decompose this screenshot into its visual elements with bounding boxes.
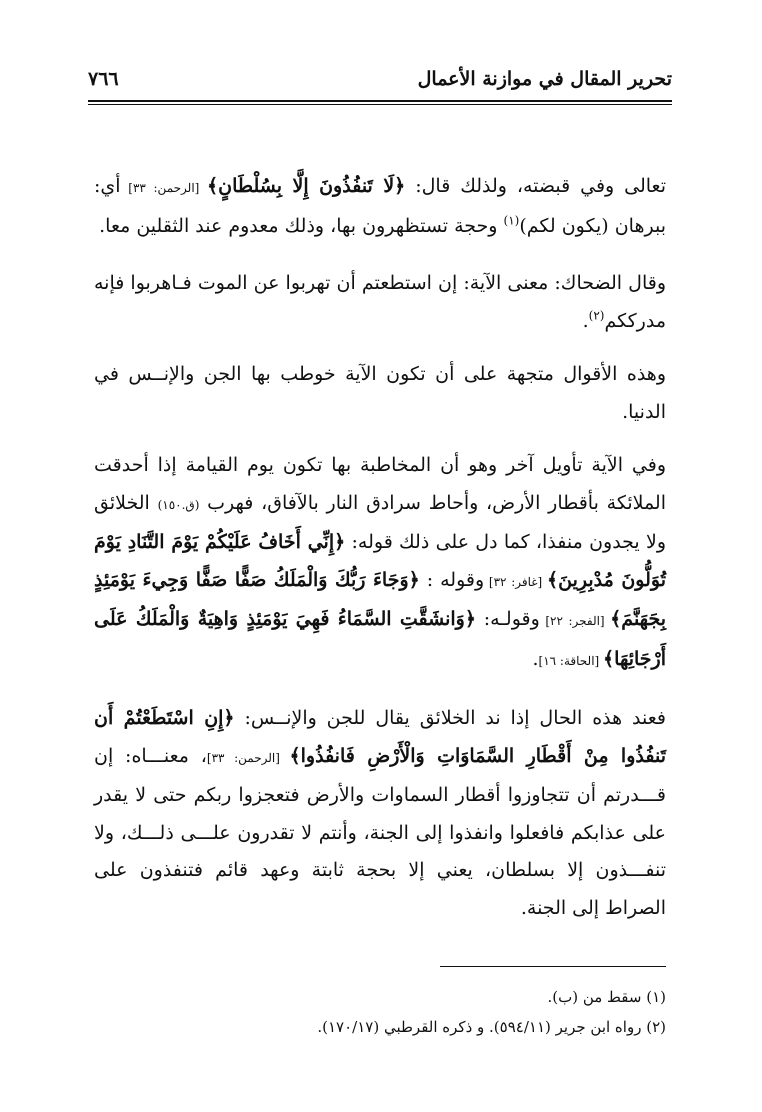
footnote-separator xyxy=(440,966,666,967)
verse-reference: [الفجر: ٢٢] xyxy=(539,614,611,628)
footnote-marker: (٢) xyxy=(588,308,605,323)
page-number: ٧٦٦ xyxy=(88,68,119,90)
footnotes xyxy=(94,982,666,1042)
paragraph-5: فعند هذه الحال إذا ند الخلائق يقال للجن والإنــس: ﴿إِنِ اسْتَطَعْتُمْ أَن تَنفُذُوا مِنْ أَقْطَارِ السَّمَاوَاتِ وَالْأَرْضِ فَانفُذُوا﴾ [الرحمن: ٣٣]، معنـــاه: إن قـــدرتم أن تتجاوزوا أقطار السماوات والأرض فتعجزوا ربكم حتى لا يقدر على عذابكم فافعلوا وانفذوا إلى الجنة، وأنتم لا تقدرون علـــى ذلـــك، ولا تنفـــذون إلا بسلطان، يعني إلا بحجة ثابتة وعهد قائم فتنفذون على الصراط إلى الجنة. xyxy=(94,707,666,919)
paragraph-1: تعالى وفي قبضته، ولذلك قال: ﴿لَا تَنفُذُونَ إِلَّا بِسُلْطَانٍ﴾ [الرحمن: ٣٣] أي: ببرهان (يكون لكم)$^{(١)}$ وحجة تستظهرون بها، وذلك معدوم عند الثقلين معا. xyxy=(94,175,666,237)
quran-verse: ﴿إِنِّي أَخَافُ عَلَيْكُمْ يَوْمَ التَّنَادِ يَوْمَ تُوَلُّونَ مُدْبِرِينَ﴾ xyxy=(94,531,666,591)
paragraph-3: وهذه الأقوال متجهة على أن تكون الآية خوطب بها الجن والإنــس في الدنيا. xyxy=(94,363,666,423)
header-rule-thin xyxy=(88,104,672,105)
quran-verse: ﴿لَا تَنفُذُونَ إِلَّا بِسُلْطَانٍ﴾ xyxy=(207,175,406,197)
verse-reference: [الرحمن: ٣٣] xyxy=(120,181,208,195)
footnote-1: (١) سقط من (ب). xyxy=(547,988,666,1006)
main-text xyxy=(94,168,666,947)
running-header xyxy=(88,66,672,100)
verse-reference: [غافر: ٣٢] xyxy=(484,574,547,589)
header-rule xyxy=(88,100,672,102)
footnote-2: (٢) رواه ابن جرير (٥٩٤/١١). و ذكره القرطبي (١٧٠/١٧). xyxy=(317,1018,666,1036)
quran-verse: ﴿وَانشَقَّتِ السَّمَاءُ فَهِيَ يَوْمَئِذٍ وَاهِيَةٌ وَالْمَلَكُ عَلَى أَرْجَائِهَا﴾ xyxy=(94,608,666,670)
manuscript-folio: (ق.١٥٠) xyxy=(157,497,200,512)
footnote-marker: (١) xyxy=(503,213,520,228)
book-title: تحرير المقال في موازنة الأعمال xyxy=(417,68,672,90)
paragraph-2: وقال الضحاك: معنى الآية: إن استطعتم أن تهربوا عن الموت فـاهربوا فإنه مدرككم$^{(٢)}$. xyxy=(94,272,666,332)
quran-verse: ﴿إِنِ اسْتَطَعْتُمْ أَن تَنفُذُوا مِنْ أَقْطَارِ السَّمَاوَاتِ وَالْأَرْضِ فَانفُذُوا﴾ xyxy=(94,707,666,767)
quran-verse: ﴿وَجَاءَ رَبُّكَ وَالْمَلَكُ صَفًّا صَفًّا وَجِيءَ يَوْمَئِذٍ بِجَهَنَّمَ﴾ xyxy=(94,568,666,630)
paragraph-4: وفي الآية تأويل آخر وهو أن المخاطبة بها تكون يوم القيامة إذا أحدقت الملائكة بأقطار الأرض، وأحاط سرادق النار بالآفاق، فهرب (ق.١٥٠) الخلائق ولا يجدون منفذا، كما دل على ذلك قوله: ﴿إِنِّي أَخَافُ عَلَيْكُمْ يَوْمَ التَّنَادِ يَوْمَ تُوَلُّونَ مُدْبِرِينَ﴾ [غافر: ٣٢] وقوله : ﴿وَجَاءَ رَبُّكَ وَالْمَلَكُ صَفًّا صَفًّا وَجِيءَ يَوْمَئِذٍ بِجَهَنَّمَ﴾ [الفجر: ٢٢] وقولـه: ﴿وَانشَقَّتِ السَّمَاءُ فَهِيَ يَوْمَئِذٍ وَاهِيَةٌ وَالْمَلَكُ عَلَى أَرْجَائِهَا﴾ [الحاقة: ١٦]. xyxy=(94,454,666,670)
verse-reference: [الرحمن: ٣٣] xyxy=(206,750,290,765)
verse-reference: [الحاقة: ١٦] xyxy=(538,653,604,668)
